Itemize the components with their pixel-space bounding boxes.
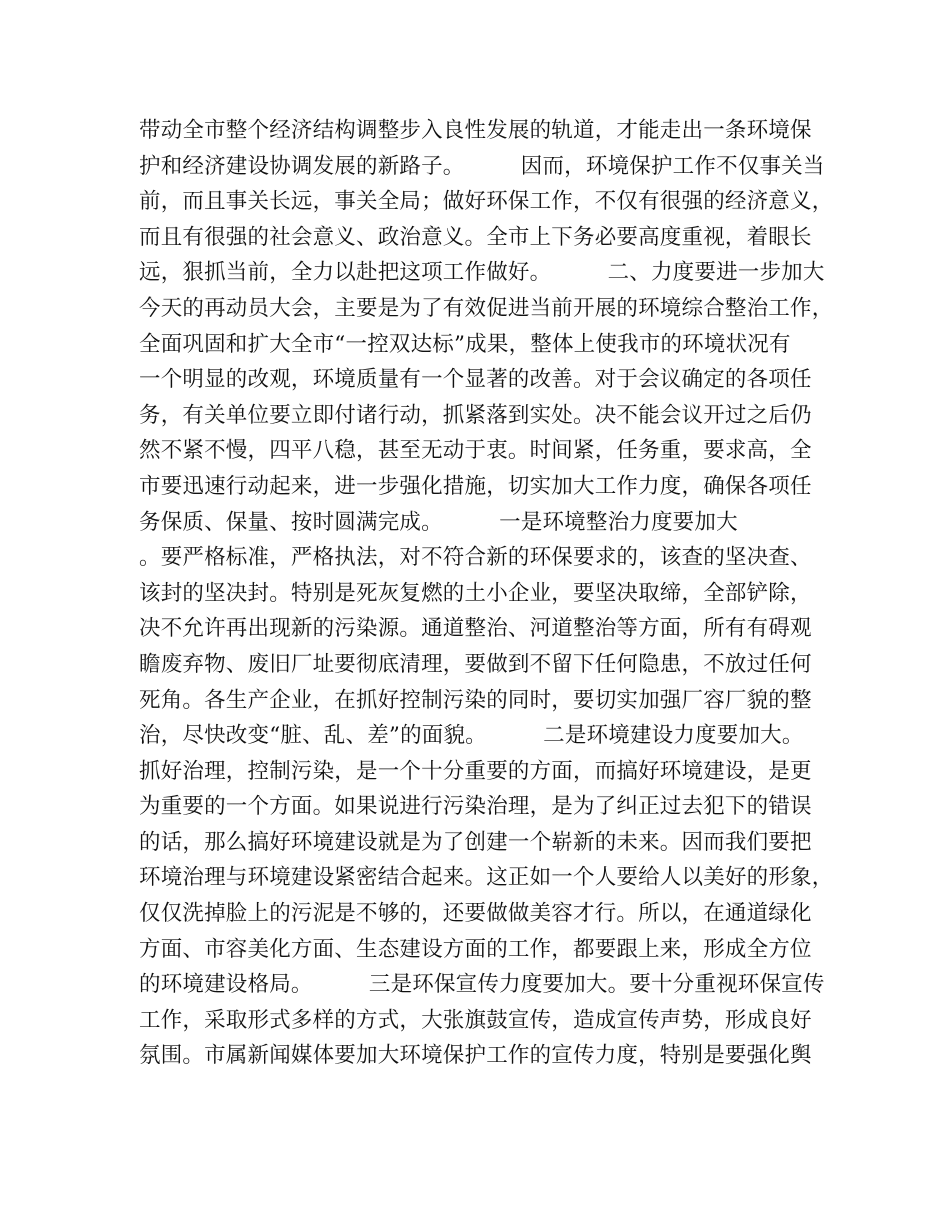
text-line: 工作，采取形式多样的方式，大张旗鼓宣传，造成宣传声势，形成良好 xyxy=(139,1007,812,1033)
text-line: 氛围。市属新闻媒体要加大环境保护工作的宣传力度，特别是要强化舆 xyxy=(139,1043,812,1069)
text-line: 环境治理与环境建设紧密结合起来。这正如一个人要给人以美好的形象， xyxy=(139,865,834,891)
text-line: 带动全市整个经济结构调整步入良性发展的轨道，才能走出一条环境保 xyxy=(139,118,812,143)
text-line: 务，有关单位要立即付诸行动，抓紧落到实处。决不能会议开过之后仍 xyxy=(139,402,812,428)
text-line: 护和经济建设协调发展的新路子。 因而，环境保护工作不仅事关当 xyxy=(139,153,825,179)
text-line: 瞻废弃物、废旧厂址要彻底清理，要做到不留下任何隐患，不放过任何 xyxy=(139,651,812,677)
text-line: 然不紧不慢，四平八稳，甚至无动于衷。时间紧，任务重，要求高，全 xyxy=(139,438,812,464)
text-line: 为重要的一个方面。如果说进行污染治理，是为了纠正过去犯下的错误 xyxy=(139,794,812,820)
text-line: 的环境建设格局。 三是环保宣传力度要加大。要十分重视环保宣传 xyxy=(139,972,825,998)
text-line: 。要严格标准，严格执法，对不符合新的环保要求的，该查的坚决查、 xyxy=(139,545,812,571)
text-line: 的话，那么搞好环境建设就是为了创建一个崭新的未来。因而我们要把 xyxy=(139,829,812,855)
text-line: 远，狠抓当前，全力以赴把这项工作做好。 二、力度要进一步加大 xyxy=(139,260,825,286)
text-line: 市要迅速行动起来，进一步强化措施，切实加大工作力度，确保各项任 xyxy=(139,473,812,499)
text-line: 今天的再动员大会，主要是为了有效促进当前开展的环境综合整治工作， xyxy=(139,295,834,321)
body-text xyxy=(139,113,839,1074)
text-line: 全面巩固和扩大全市“一控双达标”成果，整体上使我市的环境状况有 xyxy=(139,331,791,357)
text-line: 死角。各生产企业，在抓好控制污染的同时，要切实加强厂容厂貌的整 xyxy=(139,687,812,713)
text-line: 该封的坚决封。特别是死灰复燃的土小企业，要坚决取缔，全部铲除， xyxy=(139,580,812,606)
text-line: 一个明显的改观，环境质量有一个显著的改善。对于会议确定的各项任 xyxy=(139,367,812,393)
text-line: 治，尽快改变“脏、乱、差”的面貌。 二是环境建设力度要加大。 xyxy=(139,723,804,749)
text-line: 务保质、保量、按时圆满完成。 一是环境整治力度要加大 xyxy=(139,509,738,535)
text-line: 而且有很强的社会意义、政治意义。全市上下务必要高度重视，着眼长 xyxy=(139,224,812,250)
text-line: 方面、市容美化方面、生态建设方面的工作，都要跟上来，形成全方位 xyxy=(139,936,812,962)
text-line: 仅仅洗掉脸上的污泥是不够的，还要做做美容才行。所以，在通道绿化 xyxy=(139,901,812,927)
text-line: 决不允许再出现新的污染源。通道整治、河道整治等方面，所有有碍观 xyxy=(139,616,812,642)
text-line: 抓好治理，控制污染，是一个十分重要的方面，而搞好环境建设，是更 xyxy=(139,758,812,784)
text-line: 前，而且事关长远，事关全局；做好环保工作，不仅有很强的经济意义， xyxy=(139,189,834,215)
